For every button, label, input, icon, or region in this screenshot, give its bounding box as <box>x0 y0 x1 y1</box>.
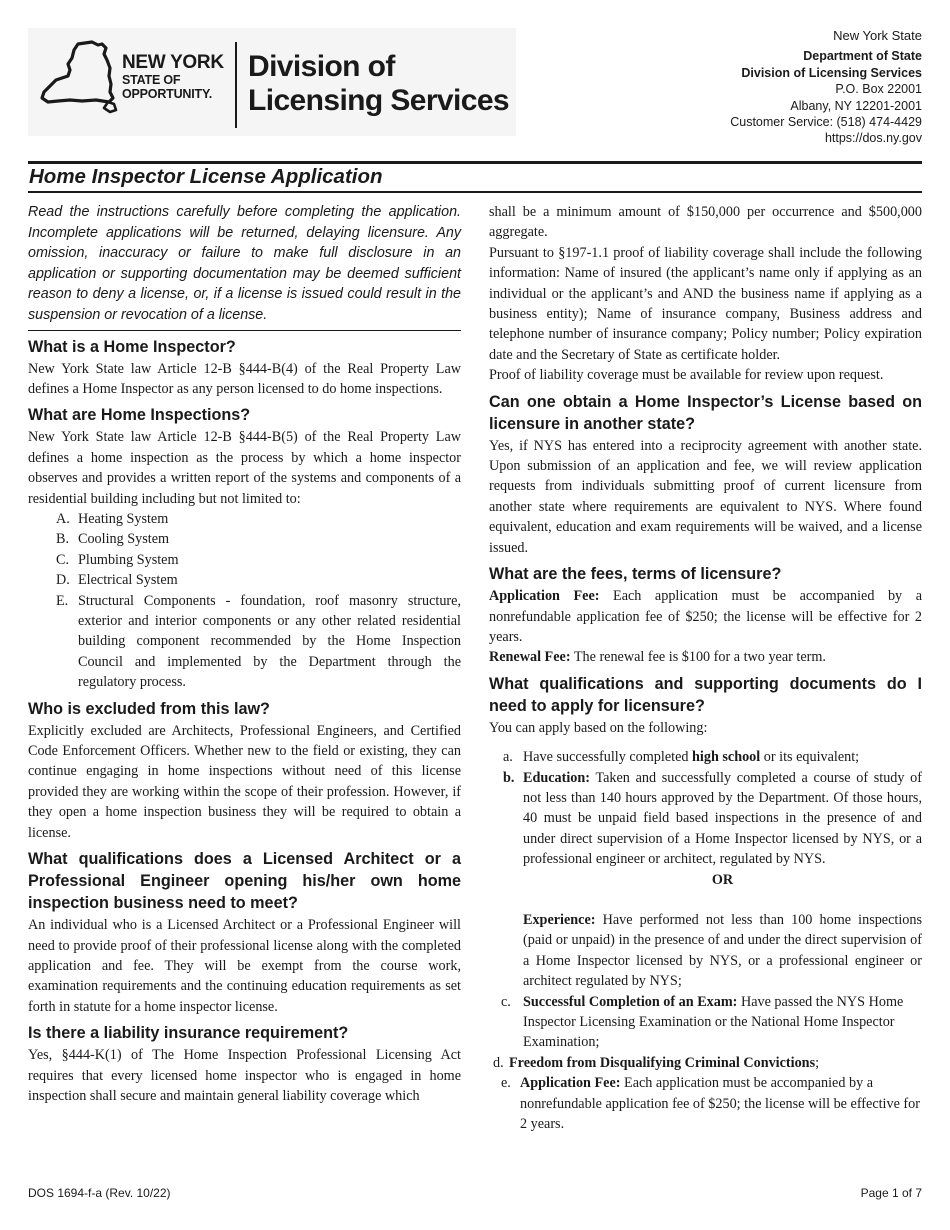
agency-city: Albany, NY 12201-2001 <box>790 98 922 113</box>
experience-text: Have performed not less than 100 home inspections (paid or unpaid) in the presence of and under the direct supervision of a Home Inspector licensed by NYS, or a professional engineer or architect regulated by NYS; <box>523 911 922 990</box>
left-column <box>28 202 461 1106</box>
list-item-text: Cooling System <box>78 531 170 548</box>
paragraph-liability-insurance: Yes, §444-K(1) of The Home Inspection Professional Licensing Act requires that every licensed home inspector who is engaged in home inspection shall secure and maintain general liability coverage which <box>28 1047 461 1104</box>
list-item <box>28 529 461 549</box>
list-item-text <box>523 870 922 992</box>
list-item-text <box>520 1073 922 1134</box>
paragraph-liability-review: Proof of liability coverage must be available for review upon request. <box>489 367 884 384</box>
list-marker: a. <box>503 749 513 766</box>
paragraph-application-fee <box>489 586 922 647</box>
list-marker: D. <box>56 572 70 589</box>
list-item <box>28 591 461 693</box>
agency-phone: Customer Service: (518) 474-4429 <box>730 115 922 130</box>
application-fee-label: Application Fee: <box>489 588 600 605</box>
page-title: Home Inspector License Application <box>29 165 383 188</box>
criminal-convictions-label: Freedom from Disqualifying Criminal Convictions <box>509 1054 816 1071</box>
qual-a-text-end: or its equivalent; <box>760 749 860 766</box>
title-rule <box>28 191 922 193</box>
experience-paragraph <box>523 910 922 992</box>
list-item <box>489 1073 922 1134</box>
logo-panel <box>28 28 516 136</box>
agency-address-block <box>730 28 922 147</box>
agency-po-box: P.O. Box 22001 <box>835 82 922 97</box>
list-item <box>489 870 922 992</box>
list-item-text: Electrical System <box>78 572 178 589</box>
paragraph-liability-proof: Pursuant to §197-1.1 proof of liability coverage shall include the following information: Name of insured (the applicant’s name only if applying as an individual or the applicant’s and AND the business name if applying as a business entity); Name of insurance company, Business address and telephone number of insurance company; Policy number; Policy expiration date and the Secretary of State as certificate holder. <box>489 244 922 363</box>
list-item-text: Heating System <box>78 511 169 527</box>
list-item <box>489 1053 922 1073</box>
agency-state: New York State <box>833 28 922 43</box>
education-text: Taken and successfully completed a course of study of not less than 140 hours approved by the Department. Of those hours, 40 must be unpaid field based inspections in the presence of and under direct supervision of a Home Inspector licensed by NYS, or a professional engineer or architect, regulated by NYS. <box>523 769 922 868</box>
list-marker: B. <box>56 531 70 548</box>
paragraph-excluded: Explicitly excluded are Architects, Professional Engineers, and Certified Code Enforcement Officers. Whether new to the field or existing, they can continue engaging in home inspections without need of this license provided they are working within the scope of their profession. However, if they open a home inspection business they will be required to obtain a license. <box>28 722 461 841</box>
heading-home-inspections: What are Home Inspections? <box>28 406 251 425</box>
qual-a-text: Have successfully completed <box>523 749 693 766</box>
list-marker: b. <box>503 769 515 786</box>
list-item <box>28 509 461 529</box>
or-separator: OR <box>711 871 734 888</box>
list-item <box>489 768 922 870</box>
experience-label: Experience: <box>523 911 596 928</box>
logo-wordmark <box>122 53 224 100</box>
paragraph-qualifications-intro: You can apply based on the following: <box>489 719 708 736</box>
paragraph-what-is-home-inspector: New York State law Article 12-B §444-B(4) of the Real Property Law defines a Home Inspector as any person licensed to do home inspections. <box>28 360 461 397</box>
division-line-2: Licensing Services <box>248 84 510 117</box>
list-item-text <box>523 768 922 870</box>
division-line-1: Division of <box>248 50 395 83</box>
form-identifier: DOS 1694-f-a (Rev. 10/22) <box>28 1186 171 1200</box>
heading-liability-insurance: Is there a liability insurance requirement? <box>28 1024 349 1043</box>
list-marker-spacer <box>489 870 523 992</box>
agency-division: Division of Licensing Services <box>741 65 922 80</box>
qual-application-fee-text: Each application must be accompanied by a nonrefundable application fee of $250; the license will be effective for 2 years. <box>520 1075 920 1133</box>
list-item-text: Structural Components - foundation, roof masonry structure, exterior and interior components or any other related residential building component recommended by the Home Inspection Council and implemented by the Department through the regulatory process. <box>78 592 461 691</box>
list-item <box>489 747 922 767</box>
agency-website-link[interactable]: https://dos.ny.gov <box>824 131 922 146</box>
intro-instructions: Read the instructions carefully before completing the application. Incomplete applications will be returned, delaying licensure. Any omission, inaccuracy or failure to make full disclosure in an application or supporting documentation may be deemed sufficient reason to deny a license, or, if a license is issued could result in the suspension or revocation of a license. <box>28 202 461 331</box>
paragraph-renewal-fee <box>489 647 922 667</box>
application-fee-text: Each application must be accompanied by a nonrefundable application fee of $250; the license will be effective for 2 years. <box>489 588 922 645</box>
education-label: Education: <box>523 769 591 786</box>
list-marker: c. <box>501 993 511 1010</box>
renewal-fee-label: Renewal Fee: <box>489 649 571 666</box>
list-item <box>489 992 922 1053</box>
logo-tagline-1: STATE OF <box>122 73 181 87</box>
list-marker: A. <box>56 511 70 527</box>
exam-label: Successful Completion of an Exam: <box>523 993 738 1010</box>
list-item-text <box>523 992 922 1053</box>
inspection-systems-list <box>28 509 461 693</box>
list-item-text: Plumbing System <box>78 551 179 568</box>
right-column <box>489 202 922 1134</box>
logo-tagline-2: OPPORTUNITY. <box>122 87 212 101</box>
page-number: Page 1 of 7 <box>860 1186 922 1200</box>
list-marker: e. <box>501 1075 511 1092</box>
paragraph-reciprocity: Yes, if NYS has entered into a reciprocity agreement with another state. Upon submission of an application and fee, we will review application requests from individuals submitting proof of current licensure from another state where requirements are equivalent to NYS. Where found equivalent, education and exam requirements will be waived, and a license issued. <box>489 437 922 556</box>
new-york-state-map-icon <box>40 40 118 126</box>
qual-a-bold: high school <box>692 749 761 766</box>
list-marker: C. <box>56 551 70 568</box>
paragraph-liability-continued: shall be a minimum amount of $150,000 per occurrence and $500,000 aggregate. <box>489 204 922 241</box>
paragraph-home-inspections: New York State law Article 12-B §444-B(5) of the Real Property Law defines a home inspection as the process by which a home inspector observes and provides a written report of the systems and components of a residential building including but not limited to: <box>28 429 461 507</box>
qualifications-list <box>489 747 922 1134</box>
division-wordmark <box>248 50 509 118</box>
heading-reciprocity: Can one obtain a Home Inspector’s License based on licensure in another state? <box>489 392 922 433</box>
list-marker: E. <box>56 592 69 609</box>
logo-state-name: NEW YORK <box>122 52 224 73</box>
heading-qualifications: What qualifications and supporting documents do I need to apply for licensure? <box>489 674 922 715</box>
criminal-convictions-text: ; <box>815 1054 820 1071</box>
heading-what-is-home-inspector: What is a Home Inspector? <box>28 337 236 356</box>
heading-fees: What are the fees, terms of licensure? <box>489 565 782 584</box>
agency-department: Department of State <box>803 49 922 64</box>
paragraph-architect-qualifications: An individual who is a Licensed Architect or a Professional Engineer will need to provide proof of their professional license along with the completed application and fee. They will be exempt from the course work, examination requirements and the continuing education requirements as set forth in statute for a home inspector license. <box>28 917 461 1015</box>
logo-divider <box>235 42 237 128</box>
exam-text: Have passed the NYS Home Inspector Licensing Examination or the National Home Inspector Examination; <box>523 993 904 1051</box>
list-item <box>28 570 461 590</box>
list-marker: d. <box>493 1054 504 1071</box>
list-item-text <box>523 747 922 767</box>
list-item-text <box>509 1053 922 1073</box>
list-item <box>28 550 461 570</box>
qual-application-fee-label: Application Fee: <box>520 1075 621 1092</box>
heading-architect-qualifications: What qualifications does a Licensed Architect or a Professional Engineer opening his/her own home inspection business need to meet? <box>28 850 461 913</box>
renewal-fee-text: The renewal fee is $100 for a two year term. <box>570 649 826 666</box>
heading-excluded: Who is excluded from this law? <box>28 699 270 718</box>
